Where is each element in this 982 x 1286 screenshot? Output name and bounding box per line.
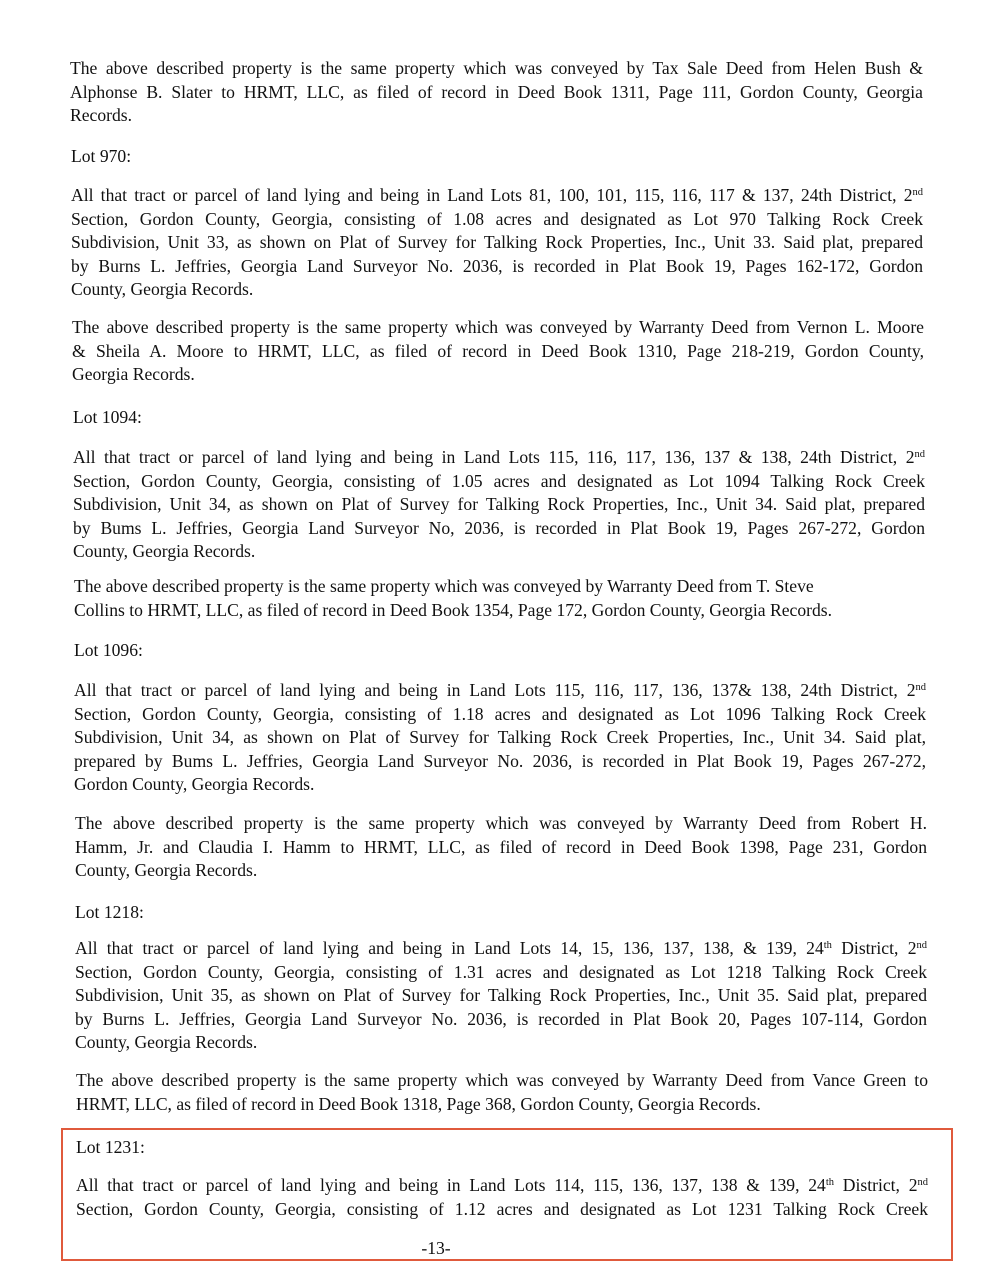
text-line: All that tract or parcel of land lying and being in Land Lots 14, 15, 136, 137, 138, & 139, 24th District, 2nd	[75, 938, 927, 958]
lot-1096-description	[74, 679, 926, 797]
text-line: The above described property is the same property which was conveyed by Warranty Deed from Vance Green to	[76, 1070, 928, 1090]
lot-1218-conveyance	[76, 1069, 928, 1116]
text-line: Section, Gordon County, Georgia, consisting of 1.12 acres and designated as Lot 1231 Talking Rock Creek	[76, 1198, 928, 1219]
text-line: Records.	[70, 105, 133, 126]
lot-1231-heading: Lot 1231:	[76, 1137, 145, 1157]
paragraph-tax-sale-deed	[70, 57, 923, 128]
lot-1094-conveyance	[74, 575, 926, 622]
lot-1218-heading: Lot 1218:	[75, 902, 144, 922]
text-line: All that tract or parcel of land lying and being in Land Lots 81, 100, 101, 115, 116, 117 & 137, 24th District, 2nd	[71, 185, 923, 205]
text-line: by Burns L. Jeffries, Georgia Land Surveyor No. 2036, is recorded in Plat Book 19, Pages 162-172, Gordon	[71, 255, 923, 276]
text-line: County, Georgia Records.	[75, 1032, 258, 1053]
text-line: The above described property is the same property which was conveyed by Warranty Deed from Vernon L. Moore	[72, 317, 924, 337]
text-line: by Burns L. Jeffries, Georgia Land Surveyor No. 2036, is recorded in Plat Book 20, Pages 107-114, Gordon	[75, 1008, 927, 1029]
text-line: Subdivision, Unit 35, as shown on Plat of Survey for Talking Rock Properties, Inc., Unit 35. Said plat, prepared	[75, 985, 927, 1006]
text-line: HRMT, LLC, as filed of record in Deed Book 1318, Page 368, Gordon County, Georgia Records.	[76, 1093, 761, 1114]
text-line: The above described property is the same property which was conveyed by Tax Sale Deed from Helen Bush &	[70, 58, 923, 78]
text-line: All that tract or parcel of land lying and being in Land Lots 115, 116, 117, 136, 137& 138, 24th District, 2nd	[74, 680, 926, 700]
text-line: All that tract or parcel of land lying and being in Land Lots 114, 115, 136, 137, 138 & 139, 24th District, 2nd	[76, 1175, 928, 1195]
text-line: Subdivision, Unit 34, as shown on Plat of Survey for Talking Rock Properties, Inc., Unit 34. Said plat, prepared	[73, 494, 925, 515]
text-line: prepared by Bums L. Jeffries, Georgia Land Surveyor No. 2036, is recorded in Plat Book 19, Pages 267-272,	[74, 750, 926, 771]
text-line: Alphonse B. Slater to HRMT, LLC, as filed of record in Deed Book 1311, Page 111, Gordon County, Georgia	[70, 81, 923, 102]
text-line: Section, Gordon County, Georgia, consisting of 1.31 acres and designated as Lot 1218 Talking Rock Creek	[75, 961, 927, 982]
lot-970-description	[71, 184, 923, 302]
text-line: Subdivision, Unit 33, as shown on Plat of Survey for Talking Rock Properties, Inc., Unit 33. Said plat, prepared	[71, 232, 923, 253]
text-line: County, Georgia Records.	[75, 860, 258, 881]
lot-1096-conveyance	[75, 812, 927, 883]
lot-1218-description	[75, 937, 927, 1055]
text-line: The above described property is the same property which was conveyed by Warranty Deed from T. Steve	[74, 576, 814, 596]
lot-970-heading: Lot 970:	[71, 146, 132, 166]
text-line: Section, Gordon County, Georgia, consisting of 1.08 acres and designated as Lot 970 Talking Rock Creek	[71, 208, 923, 229]
text-line: & Sheila A. Moore to HRMT, LLC, as filed of record in Deed Book 1310, Page 218-219, Gordon County,	[72, 340, 924, 361]
text-line: Section, Gordon County, Georgia, consisting of 1.18 acres and designated as Lot 1096 Talking Rock Creek	[74, 703, 926, 724]
text-line: Collins to HRMT, LLC, as filed of record in Deed Book 1354, Page 172, Gordon County, Georgia Records.	[74, 599, 833, 620]
text-line: Section, Gordon County, Georgia, consisting of 1.05 acres and designated as Lot 1094 Talking Rock Creek	[73, 470, 925, 491]
text-line: Georgia Records.	[72, 364, 195, 385]
text-line: Gordon County, Georgia Records.	[74, 774, 315, 795]
text-line: All that tract or parcel of land lying and being in Land Lots 115, 116, 117, 136, 137 & 138, 24th District, 2nd	[73, 447, 925, 467]
lot-1094-description	[73, 446, 925, 564]
lot-1096-heading: Lot 1096:	[74, 640, 143, 660]
lot-970-conveyance	[72, 316, 924, 387]
lot-1094-heading: Lot 1094:	[73, 407, 142, 427]
text-line: by Bums L. Jeffries, Georgia Land Surveyor No, 2036, is recorded in Plat Book 19, Pages 267-272, Gordon	[73, 517, 925, 538]
text-line: Subdivision, Unit 34, as shown on Plat of Survey for Talking Rock Creek Properties, Inc., Unit 34. Said plat,	[74, 727, 926, 748]
lot-1231-description	[76, 1174, 928, 1221]
text-line: The above described property is the same property which was conveyed by Warranty Deed from Robert H.	[75, 813, 927, 833]
text-line: County, Georgia Records.	[71, 279, 254, 300]
text-line: Hamm, Jr. and Claudia I. Hamm to HRMT, LLC, as filed of record in Deed Book 1398, Page 231, Gordon	[75, 836, 927, 857]
text-line: County, Georgia Records.	[73, 541, 256, 562]
page-number: -13-	[421, 1238, 451, 1258]
